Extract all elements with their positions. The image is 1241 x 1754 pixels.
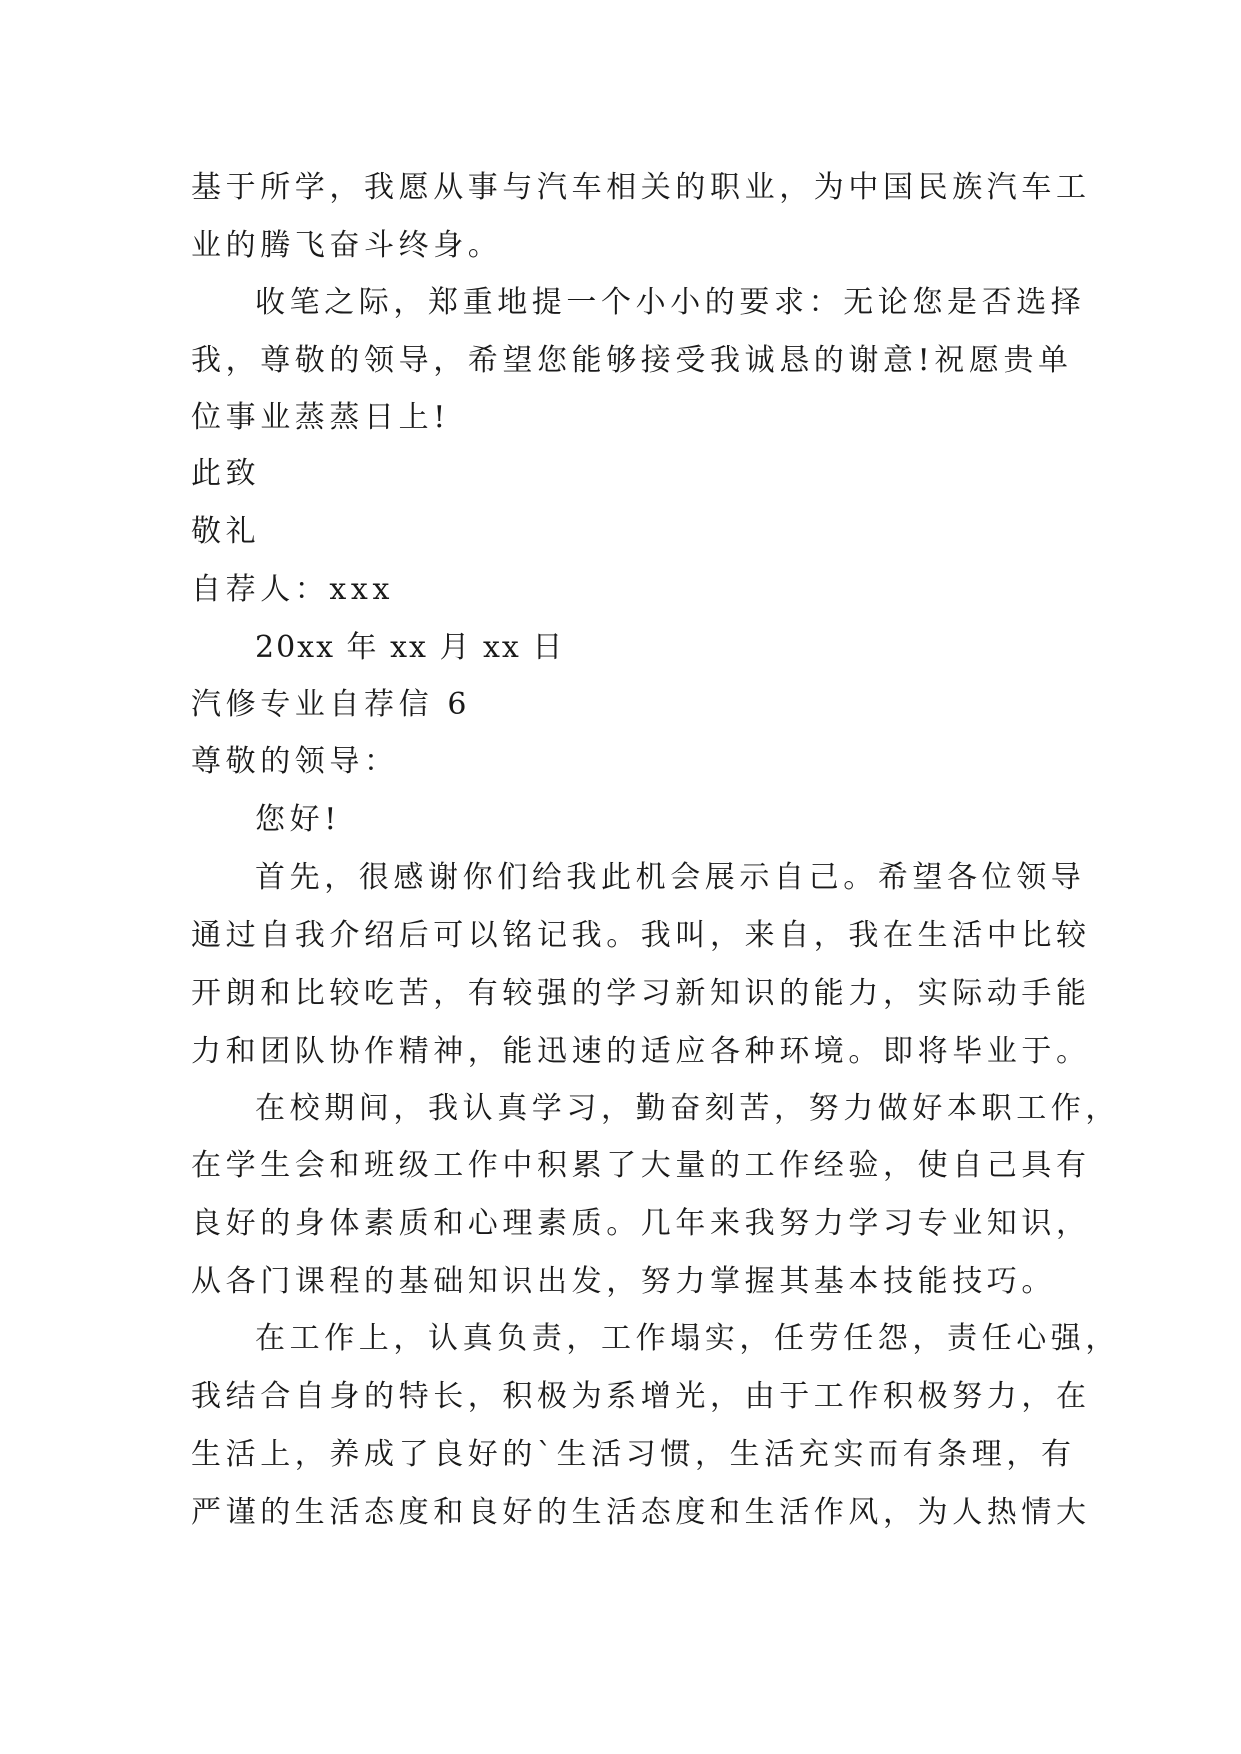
paragraph-line: 收笔之际，郑重地提一个小小的要求：无论您是否选择 [255,285,1086,320]
paragraph-line: 位事业蒸蒸日上! [191,400,450,435]
paragraph-line: 开朗和比较吃苦，有较强的学习新知识的能力，实际动手能 [191,976,1091,1011]
paragraph-line: 在校期间，我认真学习，勤奋刻苦，努力做好本职工作， [255,1091,1120,1126]
section-title: 汽修专业自荐信 6 [191,687,472,722]
paragraph-line: 基于所学，我愿从事与汽车相关的职业，为中国民族汽车工 [191,170,1091,205]
paragraph-line: 业的腾飞奋斗终身。 [191,228,503,263]
greeting-line: 尊敬的领导： [191,744,399,779]
paragraph-line: 我结合自身的特长，积极为系增光，由于工作积极努力，在 [191,1379,1091,1414]
paragraph-line: 力和团队协作精神，能迅速的适应各种环境。即将毕业于。 [191,1034,1091,1069]
signature-line: 自荐人：xxx [191,572,394,607]
date-line: 20xx 年 xx 月 xx 日 [255,630,565,665]
paragraph-line: 严谨的生活态度和良好的生活态度和生活作风，为人热情大 [191,1495,1091,1530]
paragraph-line: 我，尊敬的领导，希望您能够接受我诚恳的谢意!祝愿贵单 [191,343,1073,378]
closing-line: 此致 [191,456,261,491]
paragraph-line: 通过自我介绍后可以铭记我。我叫，来自，我在生活中比较 [191,918,1091,953]
paragraph-line: 在工作上，认真负责，工作塌实，任劳任怨，责任心强， [255,1321,1120,1356]
paragraph-line: 生活上，养成了良好的`生活习惯，生活充实而有条理，有 [191,1437,1076,1472]
paragraph-line: 从各门课程的基础知识出发，努力掌握其基本技能技巧。 [191,1264,1056,1299]
salutation-line: 敬礼 [191,514,261,549]
paragraph-line: 在学生会和班级工作中积累了大量的工作经验，使自己具有 [191,1148,1091,1183]
paragraph-line: 良好的身体素质和心理素质。几年来我努力学习专业知识， [191,1206,1091,1241]
paragraph-line: 首先，很感谢你们给我此机会展示自己。希望各位领导 [255,860,1086,895]
greeting-line: 您好! [255,802,341,837]
